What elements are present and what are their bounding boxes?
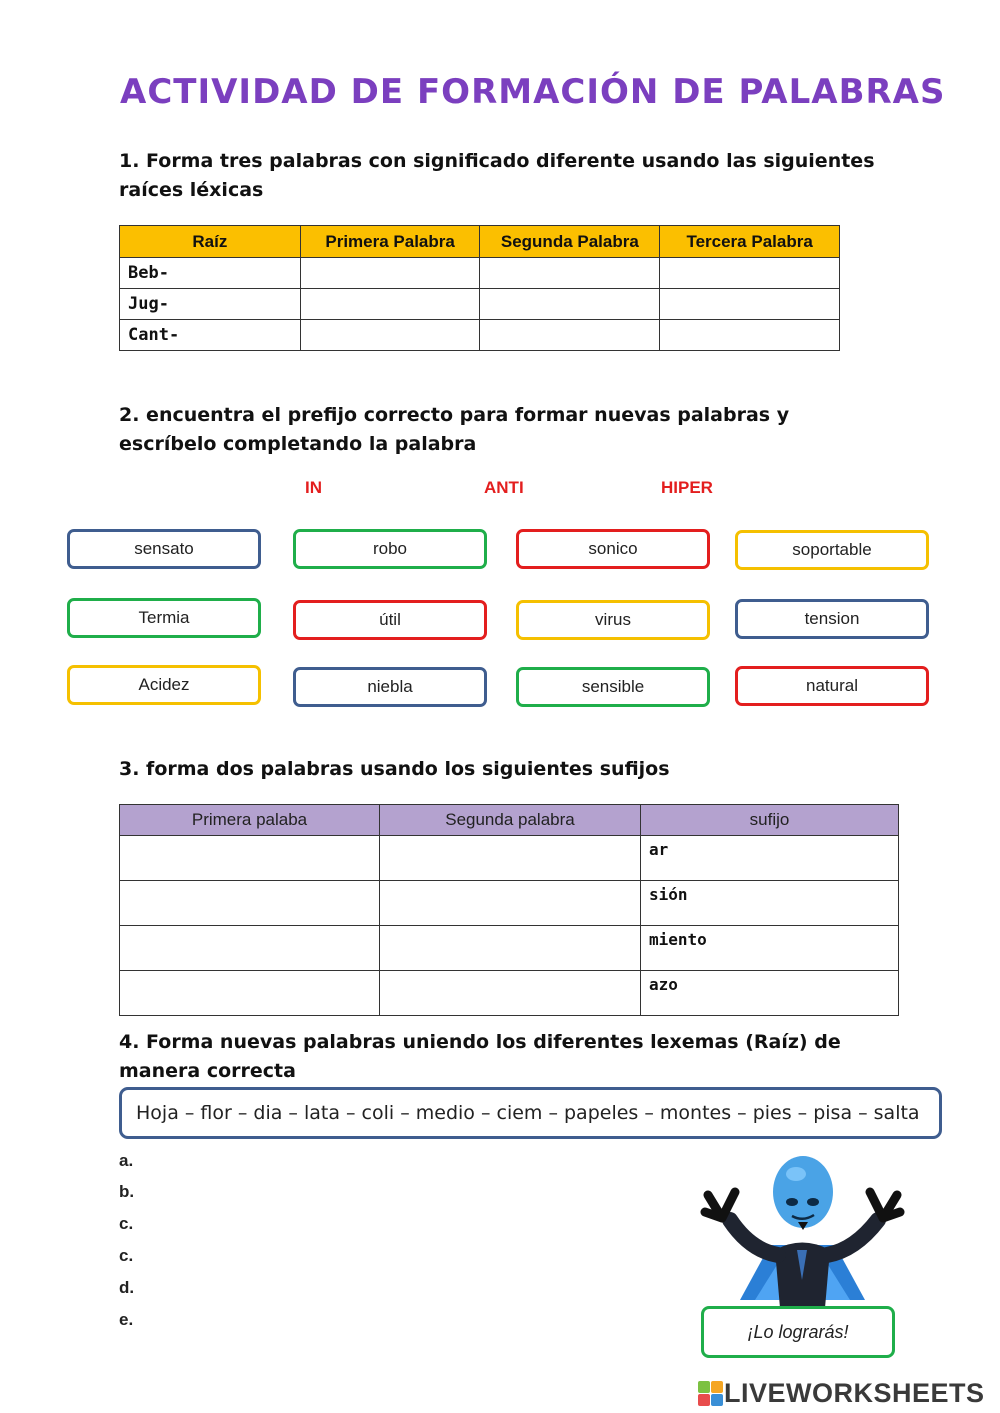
roots-table-header (120, 226, 840, 258)
question-1-line2: raíces léxicas (119, 179, 264, 201)
word-box[interactable]: Termia (67, 598, 261, 638)
answer-letter-d: d. (119, 1278, 135, 1297)
header-tercera: Tercera Palabra (660, 226, 840, 258)
suffix-cell: ar (641, 836, 899, 881)
table-row (120, 289, 840, 320)
answer-cell[interactable] (120, 836, 380, 881)
word-box[interactable]: robo (293, 529, 487, 569)
page-title: ACTIVIDAD DE FORMACIÓN DE PALABRAS (120, 72, 946, 112)
question-2-line2: escríbelo completando la palabra (119, 433, 477, 455)
answer-cell[interactable] (300, 289, 480, 320)
question-1-line1: 1. Forma tres palabras con significado diferente usando las siguientes (119, 150, 875, 172)
word-box[interactable]: Acidez (67, 665, 261, 705)
answer-cell[interactable] (120, 971, 380, 1016)
header-raiz: Raíz (120, 226, 301, 258)
answer-cell[interactable] (480, 320, 660, 351)
answer-cell[interactable] (380, 881, 641, 926)
prefix-hiper: HIPER (661, 478, 713, 497)
answer-letter-a: a. (119, 1151, 134, 1170)
suffix-table-header (120, 805, 899, 836)
brand-text: LIVEWORKSHEETS (724, 1378, 985, 1408)
answer-letter-e: e. (119, 1310, 134, 1329)
root-cell: Cant- (120, 320, 301, 351)
prefix-anti: ANTI (484, 478, 524, 497)
table-row (120, 926, 899, 971)
suffix-cell: sión (641, 881, 899, 926)
encouragement-box: ¡Lo lograrás! (701, 1306, 895, 1358)
suffix-cell: miento (641, 926, 899, 971)
lexemes-box: Hoja – flor – dia – lata – coli – medio – ciem – papeles – montes – pies – pisa – salta (119, 1087, 942, 1139)
word-box[interactable]: tension (735, 599, 929, 639)
question-2-heading (119, 401, 919, 459)
table-row (120, 836, 899, 881)
table-row (120, 971, 899, 1016)
suffix-table (119, 804, 899, 1016)
answer-letter-c2: c. (119, 1246, 134, 1265)
question-2-line1: 2. encuentra el prefijo correcto para formar nuevas palabras y (119, 404, 790, 426)
table-row (120, 258, 840, 289)
table-row (120, 881, 899, 926)
question-3-heading: 3. forma dos palabras usando los siguientes sufijos (119, 758, 670, 780)
word-box[interactable]: virus (516, 600, 710, 640)
word-box[interactable]: sensato (67, 529, 261, 569)
answer-cell[interactable] (120, 926, 380, 971)
question-4-line2: manera correcta (119, 1060, 296, 1082)
word-box[interactable]: sensible (516, 667, 710, 707)
answer-cell[interactable] (120, 881, 380, 926)
liveworksheets-icon (698, 1381, 724, 1407)
word-box[interactable]: soportable (735, 530, 929, 570)
word-box[interactable]: sonico (516, 529, 710, 569)
word-box[interactable]: útil (293, 600, 487, 640)
answer-letter-c: c. (119, 1214, 134, 1233)
question-4-line1: 4. Forma nuevas palabras uniendo los diferentes lexemas (Raíz) de (119, 1031, 841, 1053)
answer-cell[interactable] (380, 926, 641, 971)
roots-table (119, 225, 840, 351)
root-cell: Beb- (120, 258, 301, 289)
prefix-in: IN (305, 478, 322, 497)
suffix-cell: azo (641, 971, 899, 1016)
header-sufijo: sufijo (641, 805, 899, 836)
answer-cell[interactable] (660, 258, 840, 289)
answer-cell[interactable] (300, 258, 480, 289)
answer-cell[interactable] (380, 836, 641, 881)
answer-cell[interactable] (300, 320, 480, 351)
header-primera: Primera Palabra (300, 226, 480, 258)
liveworksheets-logo (698, 1378, 985, 1409)
answer-cell[interactable] (480, 289, 660, 320)
header-segunda-palabra: Segunda palabra (380, 805, 641, 836)
answer-cell[interactable] (380, 971, 641, 1016)
word-box[interactable]: natural (735, 666, 929, 706)
question-4-heading (119, 1028, 919, 1086)
root-cell: Jug- (120, 289, 301, 320)
word-box[interactable]: niebla (293, 667, 487, 707)
answer-cell[interactable] (480, 258, 660, 289)
header-primera-palabra: Primera palaba (120, 805, 380, 836)
answer-cell[interactable] (660, 320, 840, 351)
answer-cell[interactable] (660, 289, 840, 320)
answer-letter-b: b. (119, 1182, 135, 1201)
question-1-heading (119, 147, 919, 205)
table-row (120, 320, 840, 351)
header-segunda: Segunda Palabra (480, 226, 660, 258)
megamind-character-illustration (700, 1150, 905, 1310)
